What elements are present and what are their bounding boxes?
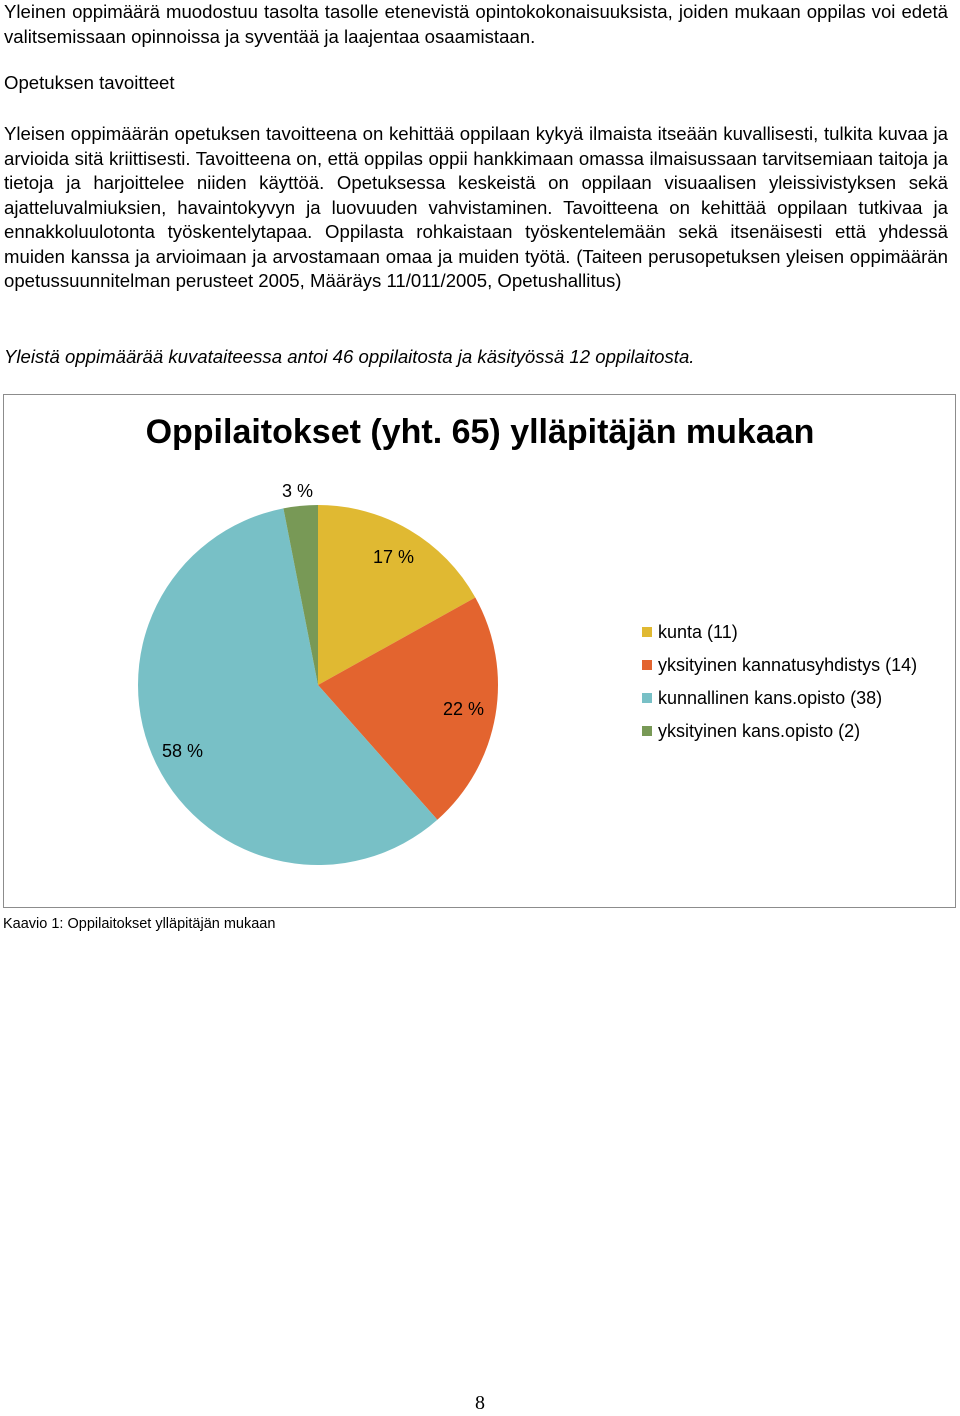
- section-heading: Opetuksen tavoitteet: [4, 72, 175, 93]
- pie-slice-label: 22 %: [443, 699, 485, 719]
- intro-paragraph: Yleinen oppimäärä muodostuu tasolta tasolle etenevistä opintokokonaisuuksista, joiden mukaan oppilas voi edetä valitsemissaan opinnoissa ja syventää ja laajentaa osaamistaan.: [4, 1, 948, 47]
- pie-chart-frame: [3, 394, 956, 908]
- goals-paragraph: Yleisen oppimäärän opetuksen tavoitteena on kehittää oppilaan kykyä ilmaista itseään kuvallisesti, tulkita kuvaa ja arvioida sitä kriittisesti. Tavoitteena on, että oppilas oppii hankkimaan omassa ilmaisussaan tarvitsemiaan taitoja ja tietoja ja harjoittelee niiden käyttöä. Opetuksessa keskeistä on oppilaan visuaalisen yleissivistyksen sekä ajatteluvalmiuksien, havaintokyvyn ja luovuuden vahvistaminen. Tavoitteena on kehittää oppilaan tutkivaa ja ennakkoluulotonta työskentelytapaa. Oppilasta rohkaistaan työskentelemään sekä itsenäisesti että yhdessä muiden kanssa ja arvioimaan ja arvostamaan omaa ja muiden työtä. (Taiteen perusopetuksen yleisen oppimäärän opetussuunnitelman perusteet 2005, Määräys 11/011/2005, Opetushallitus): [4, 123, 948, 291]
- legend-swatch: [642, 693, 652, 703]
- legend-entry: kunnallinen kans.opisto (38): [658, 688, 883, 708]
- summary-sentence: Yleistä oppimäärää kuvataiteessa antoi 46 oppilaitosta ja käsityössä 12 oppilaitosta.: [4, 346, 695, 367]
- pie-slices: [138, 505, 498, 865]
- legend-swatch: [642, 660, 652, 670]
- figure-caption: Kaavio 1: Oppilaitokset ylläpitäjän mukaan: [3, 916, 276, 932]
- page-number: 8: [475, 1392, 485, 1414]
- legend-entry: yksityinen kans.opisto (2): [658, 721, 861, 741]
- chart-title: Oppilaitokset (yht. 65) ylläpitäjän mukaan: [145, 413, 815, 451]
- pie-slice-label: 17 %: [373, 547, 415, 567]
- legend-entry: kunta (11): [658, 622, 738, 642]
- legend-swatch: [642, 726, 652, 736]
- pie-chart: [4, 395, 957, 909]
- legend-entry: yksityinen kannatusyhdistys (14): [658, 655, 918, 675]
- pie-slice-label: 3 %: [282, 481, 314, 501]
- chart-legend: [642, 622, 917, 741]
- legend-swatch: [642, 627, 652, 637]
- pie-slice-label: 58 %: [162, 741, 204, 761]
